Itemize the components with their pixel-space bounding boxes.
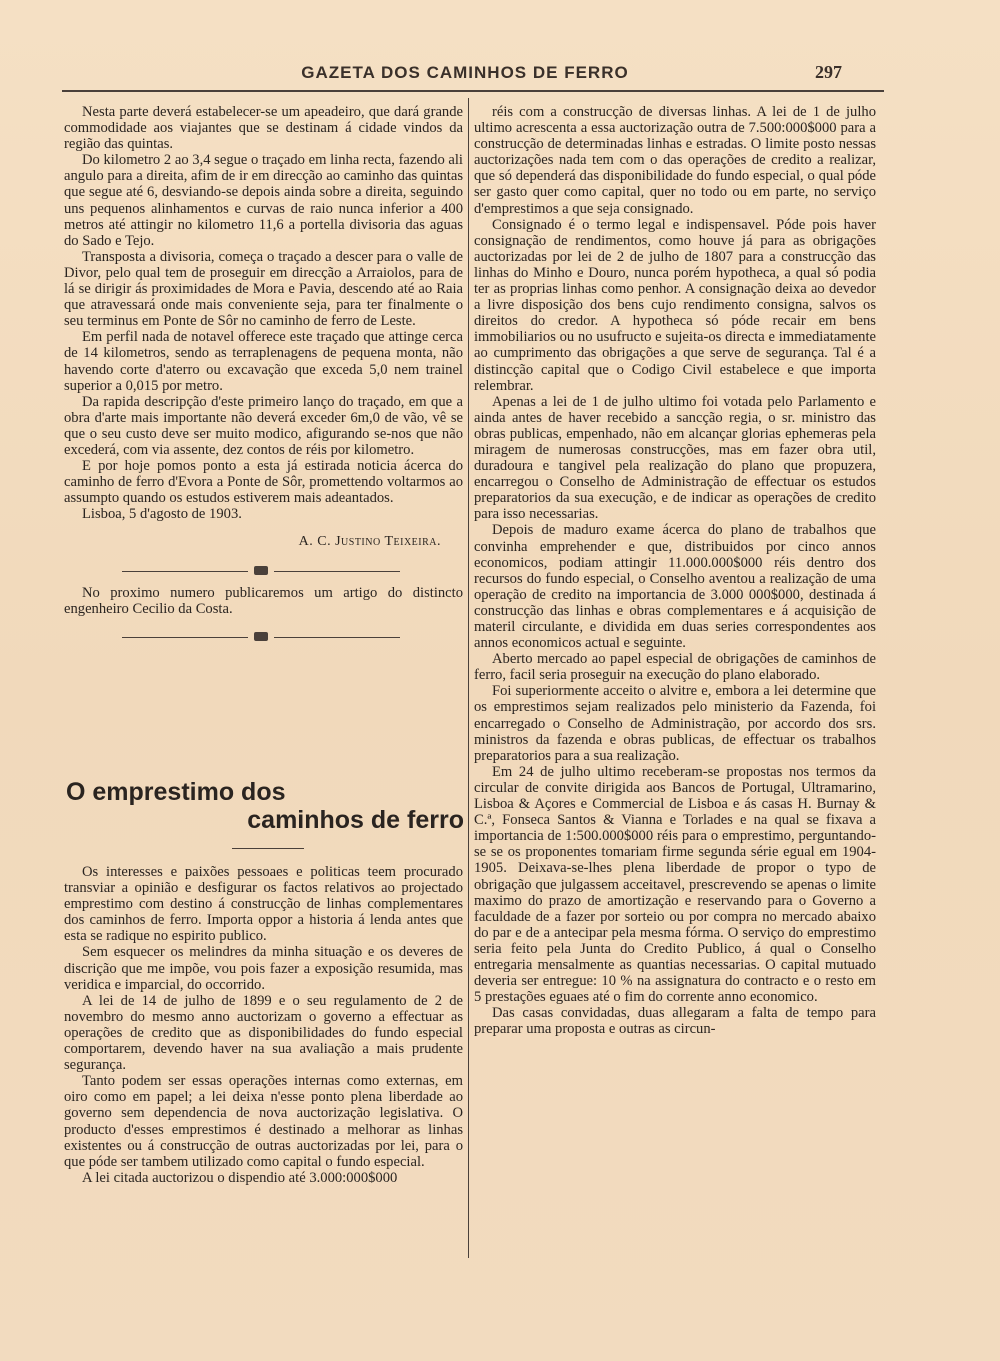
- article-title: [66, 778, 466, 834]
- paragraph: Sem esquecer os melindres da minha situação e os deveres de discrição que me impõe, vou pois fazer a exposição resumida, mas veridica e imparcial, do occorrido.: [64, 944, 463, 993]
- left-column: [64, 104, 463, 651]
- author-signature: A. C. Justino Teixeira.: [298, 534, 441, 550]
- paragraph: Das casas convidadas, duas allegaram a falta de tempo para preparar uma proposta e outras as circun-: [474, 1005, 876, 1038]
- right-column: [474, 104, 876, 1037]
- page-number: 297: [815, 62, 842, 82]
- paragraph: Consignado é o termo legal e indispensavel. Póde pois haver consignação de rendimentos, como houve já para as obrigações auctorizadas por lei de 2 de julho de 1807 para a construcção das linhas do Minho e Douro, nunca porém hypotheca, a qual só podia ter as proprias linhas como penhor. A consignação deixa ao devedor a livre disposição dos bens cujo rendimento consigna, salvos os direitos do credor. A hypotheca só póde recair em bens immobiliarios ou no usufructo e sujeita-os directa e immediatamente ao cumprimento das obrigações a que serve de segurança. Tal é a distincção capital que o Codigo Civil estabelece e que importa relembrar.: [474, 216, 876, 394]
- paragraph: Apenas a lei de 1 de julho ultimo foi votada pelo Parlamento e ainda antes de haver recebido a sancção regia, o sr. ministro das obras publicas, empenhado, não em alcançar glorias ephemeras pela miragem de numerosas construcções, mas em fazer obra util, duradoura e tangivel pela realização do plano que propuzera, encarregou o Conselho de Administração de effectuar os estudos preparatorios da sua execução, e de indicar as operações de credito para isso necessarias.: [474, 393, 876, 523]
- paragraph: Foi superiormente acceito o alvitre e, embora a lei determine que os emprestimos sejam realizados pelo ministerio da Fazenda, foi encarregado o Conselho de Administração, por accordo dos srs. ministros da fazenda e obras publicas, de effectuar os trabalhos preparatorios para a sua realização.: [474, 683, 876, 764]
- paragraph: réis com a construcção de diversas linhas. A lei de 1 de julho ultimo acrescenta a essa auctorização outra de 7.500:000$000 para a construcção de determinadas linhas e estradas. O limite posto nessas auctorizações nada tem com o das operações de credito a realizar, que só dependerá das disponibilidade do fundo especial, o qual póde ser gasto quer como capital, quer no todo ou em parte, no serviço d'emprestimos a que seja consignado.: [474, 104, 876, 217]
- header-rule: [62, 90, 884, 92]
- paragraph: Transposta a divisoria, começa o traçado a descer para o valle de Divor, pelo qual tem de proseguir em direcção a Arraiolos, para de lá se dirigir ás proximidades de Mora e Pavia, descendo até ao Raia que atravessará onde mais conveniente seja, para ter finalmente o seu terminus em Ponte de Sôr no caminho de ferro de Leste.: [64, 248, 463, 330]
- column-divider: [468, 98, 469, 1258]
- article-title-line-2: caminhos de ferro: [247, 806, 464, 834]
- notice: No proximo numero publicaremos um artigo do distincto engenheiro Cecilio da Costa.: [64, 584, 463, 617]
- article-title-line-1: O emprestimo dos: [66, 778, 286, 806]
- paragraph: Depois de maduro exame ácerca do plano de trabalhos que convinha emprehender e que, distribuidos por cinco annos economicos, podiam attingir 11.000.000$000 réis dentro dos recursos do fundo especial, o Conselho aventou a realização de uma operação de credito na importancia de 3.000 000$000, destinada á construcção das linhas e obras complementares e á acquisição de materil circulante, e dividida em duas series correspondentes aos annos economicos actual e seguinte.: [474, 522, 876, 652]
- paragraph: Da rapida descripção d'este primeiro lanço do traçado, em que a obra d'arte mais importante não deverá exceder 6m,0 de vão, vê se que o seu custo deve ser muito modico, afigurando se-nos que não excederá, com via assente, dez contos de réis por kilometro.: [64, 393, 463, 458]
- paragraph: Do kilometro 2 ao 3,4 segue o traçado em linha recta, fazendo ali angulo para a direita, afim de ir em direcção ao caminho das quintas que segue até 6, desviando-se depois ainda sobre a direita, seguindo uns pequenos alinhamentos e curvas de raio nunca inferior a 400 metros até attingir no kilometro 11,6 a portella divisoria das aguas do Sado e Tejo.: [64, 152, 463, 249]
- paragraph: Os interesses e paixões pessoaes e politicas teem procurado transviar a opinião e desfigurar os factos relativos ao projectado emprestimo com destino á construcção de linhas complementares dos caminhos de ferro. Importa oppor a historia á lenda antes que esta se radique no espirito publico.: [64, 864, 463, 945]
- article-body-left: [64, 864, 463, 1186]
- paragraph: Tanto podem ser essas operações internas como externas, em oiro como em papel; a lei deixa n'esse ponto plena liberdade ao governo sem dependencia de nova auctorização legislativa. O producto d'esses emprestimos é destinado a melhorar as linhas existentes ou á construcção de outras auctorizadas por lei, para o que póde ser tambem utilizado como capital o fundo especial.: [64, 1073, 463, 1170]
- paragraph: Nesta parte deverá estabelecer-se um apeadeiro, que dará grande commodidade aos viajantes que se destinam á cidade vindos da região das quintas.: [64, 104, 463, 153]
- paragraph: A lei citada auctorizou o dispendio até 3.000:000$000: [82, 1169, 398, 1186]
- dateline: Lisboa, 5 d'agosto de 1903.: [82, 506, 242, 523]
- paragraph: Em 24 de julho ultimo receberam-se propostas nos termos da circular de convite dirigida aos Bancos de Portugal, Ultramarino, Lisboa & Açores e Commercial de Lisboa e ás casas H. Burnay & C.ª, Fonseca Santos & Vianna e Torlades e na qual se fixava a importancia de 1:500.000$000 réis para o emprestimo, perguntando-se se os proponentes tomariam firme segunda série egual em 1904-1905. Deixava-se-lhes plena liberdade de propor o typo de obrigação que julgassem acceitavel, prescrevendo se apenas o limite maximo do prazo de amortização e reservando para o Governo a faculdade de a fazer por sorteio ou por compra no mercado abaixo do par e de a antecipar pela mesma fórma. O serviço do emprestimo seria feito pela Junta do Credito Publico, á qual o Conselho entregaria mensalmente as quantias necessarias. O capital mutuado deveria ser entregue: 10 % na assignatura do contracto e o resto em 5 prestações eguaes até o fim do corrente anno economico.: [474, 763, 876, 1006]
- title-rule: [232, 848, 304, 849]
- paragraph: A lei de 14 de julho de 1899 e o seu regulamento de 2 de novembro do mesmo anno auctorizam o governo a effectuar as operações de credito que as disponibilidades do fundo especial comportarem, devendo haver na sua avaliação a mais prudente segurança.: [64, 992, 463, 1074]
- paragraph: E por hoje pomos ponto a esta já estirada noticia ácerca do caminho de ferro d'Evora a Ponte de Sôr, promettendo voltarmos ao assumpto quando os estudos estiverem mais adeantados.: [64, 458, 463, 507]
- paragraph: Em perfil nada de notavel offerece este traçado que attinge cerca de 14 kilometros, sendo as terraplenagens de pequena monta, não havendo corte d'aterro ou excavação que exceda 5,0 nem trainel superior a 0,015 por metro.: [64, 329, 463, 394]
- paragraph: Aberto mercado ao papel especial de obrigações de caminhos de ferro, facil seria proseguir na execução do plano elaborado.: [474, 651, 876, 684]
- ornament-divider: [64, 631, 463, 645]
- running-header: GAZETA DOS CAMINHOS DE FERRO: [301, 63, 629, 82]
- ornament-divider: [64, 565, 463, 579]
